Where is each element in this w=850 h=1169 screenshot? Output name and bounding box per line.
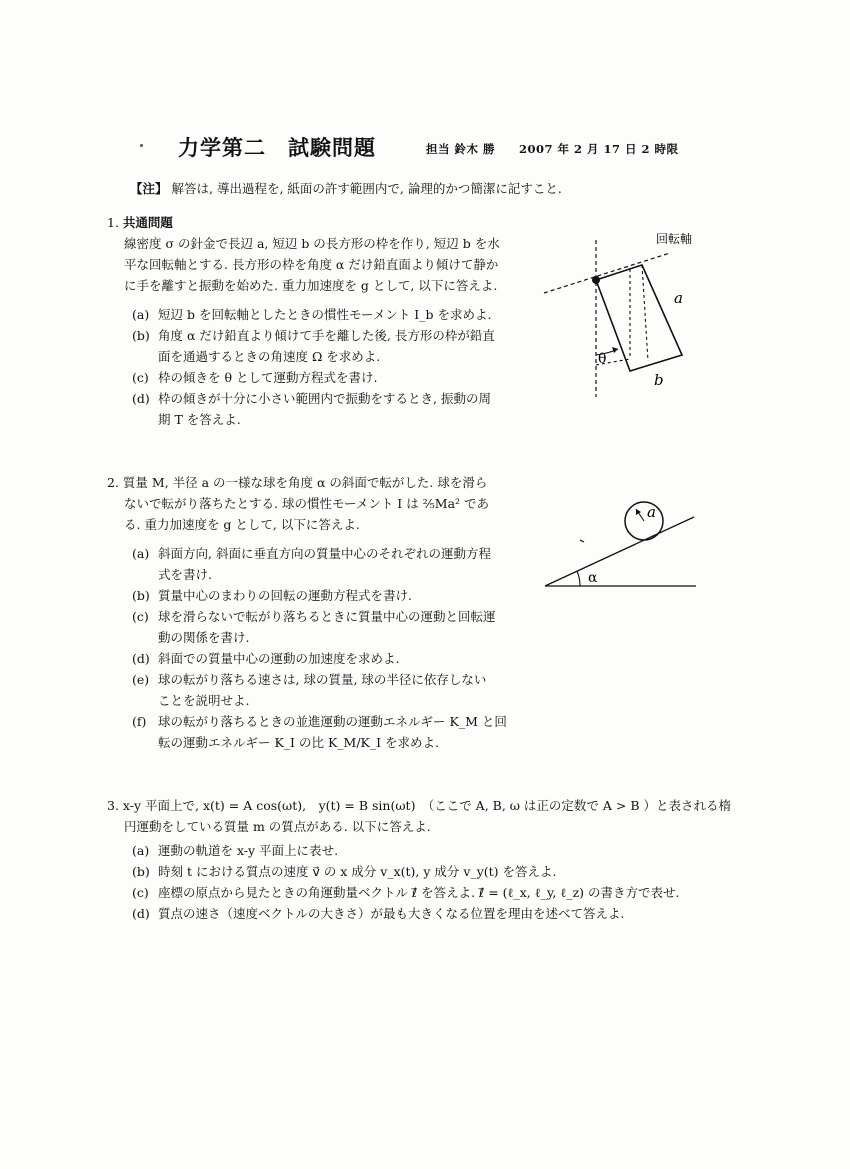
item-label: (d) bbox=[132, 651, 150, 666]
label-a: a bbox=[647, 503, 656, 521]
item-label: (d) bbox=[132, 391, 150, 406]
item-text: 転の運動エネルギー K_I の比 K_M/K_I を求めよ. bbox=[158, 735, 440, 750]
item-text: 期 T を答えよ. bbox=[158, 412, 241, 427]
item-text: 角度 α だけ鉛直より傾けて手を離した後, 長方形の枠が鉛直 bbox=[158, 328, 495, 343]
notice-tag: 【注】 bbox=[130, 181, 168, 196]
q2-body-line: ないで転がり落ちたとする. 球の慣性モーメント I は ⅖Ma² であ bbox=[124, 496, 490, 511]
item-text: 動の関係を書け. bbox=[158, 630, 250, 645]
title-subject: 力学第二 bbox=[178, 135, 266, 160]
pivot-point bbox=[592, 276, 600, 284]
q3-body-line: 円運動をしている質量 m の質点がある. 以下に答えよ. bbox=[124, 819, 431, 834]
label-alpha: α bbox=[588, 570, 598, 586]
item-text: 質点の速さ（速度ベクトルの大きさ）が最も大きくなる位置を理由を述べて答えよ. bbox=[158, 906, 625, 921]
label-b: b bbox=[654, 371, 664, 389]
item-text: 斜面での質量中心の運動の加速度を求めよ. bbox=[158, 651, 400, 666]
q1-body-line: 線密度 σ の針金で長辺 a, 短辺 b の長方形の枠を作り, 短辺 b を水 bbox=[124, 236, 500, 251]
item-text: 時刻 t における質点の速度 v⃗ の x 成分 v_x(t), y 成分 v_y(t) を答えよ. bbox=[158, 864, 557, 879]
q2-item-e bbox=[132, 669, 486, 711]
item-text: 枠の傾きが十分に小さい範囲内で振動をするとき, 振動の周 bbox=[158, 391, 491, 406]
q3-item-c bbox=[132, 882, 680, 903]
q3-body-line: x-y 平面上で, x(t) = A cos(ωt), y(t) = B sin(ωt) （ここで A, B, ω は正の定数で A > B ）と表される楕 bbox=[122, 798, 732, 813]
frame-rect bbox=[596, 265, 682, 371]
item-text: 球の転がり落ちるときの並進運動の運動エネルギー K_M と回 bbox=[158, 714, 507, 729]
item-text: 質量中心のまわりの回転の運動方程式を書け. bbox=[158, 588, 412, 603]
q1-item-d bbox=[132, 388, 491, 430]
q1-item-b bbox=[132, 325, 495, 367]
q2-item-a bbox=[132, 543, 491, 585]
q2-item-c bbox=[132, 606, 496, 648]
item-label: (c) bbox=[132, 609, 149, 624]
notice bbox=[130, 179, 562, 197]
item-label: (c) bbox=[132, 885, 149, 900]
q1-body-line: 平な回転軸とする. 長方形の枠を角度 α だけ鉛直面より傾けて静か bbox=[124, 257, 499, 272]
axis-label: 回転軸 bbox=[656, 232, 693, 246]
item-label: (a) bbox=[132, 843, 150, 858]
angle-arc bbox=[577, 571, 580, 586]
item-label: (f) bbox=[132, 714, 147, 729]
scan-mark bbox=[580, 540, 584, 542]
scan-speck bbox=[140, 144, 143, 147]
q3-item-b bbox=[132, 861, 556, 882]
item-text: 斜面方向, 斜面に垂直方向の質量中心のそれぞれの運動方程 bbox=[158, 546, 491, 561]
item-label: (c) bbox=[132, 370, 149, 385]
q2-item-d bbox=[132, 648, 399, 669]
item-label: (b) bbox=[132, 328, 150, 343]
q2-item-b bbox=[132, 585, 412, 606]
item-text: 座標の原点から見たときの角運動量ベクトル ℓ⃗ を答えよ. ℓ⃗ = (ℓ_x, ℓ_y, ℓ_z) の書き方で表せ. bbox=[158, 885, 680, 900]
q3-body bbox=[107, 795, 787, 837]
item-label: (a) bbox=[132, 546, 150, 561]
q2-number: 2. bbox=[107, 475, 119, 490]
q3-item-d bbox=[132, 903, 624, 924]
item-text: 枠の傾きを θ として運動方程式を書け. bbox=[158, 370, 378, 385]
q2-figure bbox=[540, 490, 710, 600]
item-label: (e) bbox=[132, 672, 150, 687]
q3-number: 3. bbox=[107, 798, 119, 813]
item-label: (d) bbox=[132, 906, 150, 921]
q3-item-a bbox=[132, 840, 338, 861]
item-text: 運動の軌道を x-y 平面上に表せ. bbox=[158, 843, 339, 858]
q1-number: 1. bbox=[107, 215, 119, 230]
q1-body-line: に手を離すと振動を始めた. 重力加速度を g として, 以下に答えよ. bbox=[124, 278, 498, 293]
item-text: 短辺 b を回転軸としたときの慣性モーメント I_b を求めよ. bbox=[158, 307, 492, 322]
q1-title: 共通問題 bbox=[122, 215, 173, 230]
q2-item-f bbox=[132, 711, 507, 753]
title-exam: 試験問題 bbox=[288, 135, 376, 160]
exam-meta: 担当 鈴木 勝 2007 年 2 月 17 日 2 時限 bbox=[426, 142, 679, 156]
q1-heading bbox=[107, 212, 173, 233]
q2-body-line: 質量 M, 半径 a の一様な球を角度 α の斜面で転がした. 球を滑ら bbox=[122, 475, 488, 490]
item-text: 面を通過するときの角速度 Ω を求めよ. bbox=[158, 349, 381, 364]
q1-item-c bbox=[132, 367, 377, 388]
frame-dashed-edge bbox=[642, 265, 648, 361]
label-theta: θ bbox=[598, 351, 607, 367]
q2-body bbox=[107, 472, 547, 535]
item-text: 式を書け. bbox=[158, 567, 212, 582]
page-title bbox=[178, 132, 376, 162]
q2-body-line: る. 重力加速度を g として, 以下に答えよ. bbox=[124, 517, 360, 532]
label-a: a bbox=[674, 289, 683, 307]
q1-body bbox=[124, 233, 544, 296]
item-text: 球を滑らないで転がり落ちるときに質量中心の運動と回転運 bbox=[158, 609, 496, 624]
item-label: (b) bbox=[132, 588, 150, 603]
q1-figure bbox=[530, 225, 720, 405]
radius-arrowhead bbox=[636, 509, 641, 515]
item-label: (a) bbox=[132, 307, 150, 322]
item-text: ことを説明せよ. bbox=[158, 693, 250, 708]
item-text: 球の転がり落ちる速さは, 球の質量, 球の半径に依存しない bbox=[158, 672, 487, 687]
q1-item-a bbox=[132, 304, 491, 325]
item-label: (b) bbox=[132, 864, 150, 879]
notice-text: 解答は, 導出過程を, 紙面の許す範囲内で, 論理的かつ簡潔に記すこと. bbox=[171, 181, 562, 196]
incline-line bbox=[545, 517, 694, 586]
